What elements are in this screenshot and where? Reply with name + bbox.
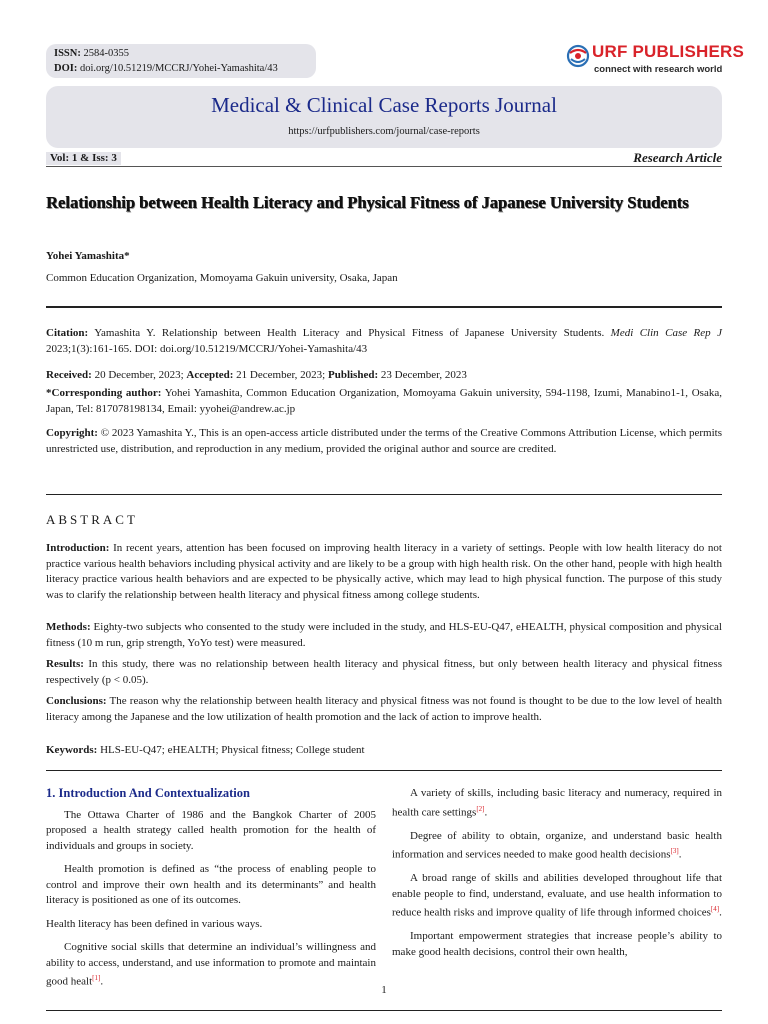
article-title: Relationship between Health Literacy and Physical Fitness of Japanese University Students bbox=[46, 193, 689, 212]
paragraph: The Ottawa Charter of 1986 and the Bangkok Charter of 2005 proposed a health strategy called health promotion for the health of individuals and groups in society. bbox=[46, 808, 376, 852]
corresponding-author: *Corresponding author: Yohei Yamashita, Common Education Organization, Momoyama Gakuin university, 594-1198, Izumi, Manabino1-1, Osaka, Japan, Tel: 817078198134, Email: yyohei@andrew.ac.jp bbox=[46, 387, 722, 415]
footer-divider bbox=[46, 1010, 722, 1011]
author-affiliation: Common Education Organization, Momoyama Gakuin university, Osaka, Japan bbox=[46, 272, 398, 284]
paragraph: Cognitive social skills that determine an individual’s willingness and ability to access, understand, and use information to promote and maintain good healt[1]. bbox=[46, 941, 376, 988]
keywords: Keywords: HLS-EU-Q47; eHEALTH; Physical fitness; College student bbox=[46, 744, 365, 756]
journal-url-link[interactable]: https://urfpublishers.com/journal/case-reports bbox=[288, 126, 480, 137]
paragraph: Health literacy has been defined in various ways. bbox=[46, 917, 263, 930]
doi-link[interactable]: doi.org/10.51219/MCCRJ/Yohei-Yamashita/43 bbox=[77, 63, 278, 74]
paragraph: A broad range of skills and abilities developed throughout life that enable people to find, understand, evaluate, and use health information to reduce health risks and improve quality of life through informed choices[4]. bbox=[392, 872, 722, 919]
paragraph: Important empowerment strategies that increase people’s ability to make good health decisions, control their own health, bbox=[392, 930, 722, 958]
publisher-name: URF PUBLISHERS bbox=[592, 42, 745, 61]
abstract-results: Results: In this study, there was no relationship between health literacy and physical fitness, but only between health literacy and physical fitness respectively (p < 0.05). bbox=[46, 658, 722, 686]
reference-link[interactable]: [3] bbox=[670, 847, 679, 856]
journal-banner bbox=[46, 86, 722, 148]
abstract-heading: ABSTRACT bbox=[46, 512, 138, 527]
page-number: 1 bbox=[381, 984, 387, 996]
section-heading: 1. Introduction And Contextualization bbox=[46, 786, 250, 800]
divider bbox=[46, 770, 722, 771]
globe-logo-icon bbox=[566, 44, 590, 68]
author-name: Yohei Yamashita* bbox=[46, 250, 130, 262]
body-column-left bbox=[46, 786, 376, 998]
paragraph: A variety of skills, including basic literacy and numeracy, required in health care settings[2]. bbox=[392, 787, 722, 819]
divider bbox=[46, 494, 722, 495]
dates: Received: 20 December, 2023; Accepted: 21 December, 2023; Published: 23 December, 2023 bbox=[46, 369, 467, 381]
article-type: Research Article bbox=[633, 150, 722, 165]
citation: Citation: Yamashita Y. Relationship between Health Literacy and Physical Fitness of Japanese University Students. Medi Clin Case Rep J 2023;1(3):161-165. DOI: doi.org/10.51219/MCCRJ/Yohei-Yamashita/43 bbox=[46, 327, 722, 355]
abstract-methods: Methods: Eighty-two subjects who consented to the study were included in the study, and HLS-EU-Q47, eHEALTH, physical composition and physical fitness (10 m run, grip strength, YoYo test) were measured. bbox=[46, 621, 722, 649]
reference-link[interactable]: [1] bbox=[92, 974, 101, 982]
journal-title: Medical & Clinical Case Reports Journal bbox=[211, 93, 557, 117]
abstract-introduction: Introduction: In recent years, attention has been focused on improving health literacy in a variety of settings. People with low health literacy do not practice various health behaviors including physical activity and are likely to be a group with high health risk. On the other hand, people with high health literacy practice various health behaviors and are expected to be physically active, which may lead to high physical function. The purpose of this study was to clarify the relationship between health literacy and physical fitness among college students. bbox=[46, 542, 722, 601]
doi-line: DOI: doi.org/10.51219/MCCRJ/Yohei-Yamashita/43 bbox=[54, 63, 278, 74]
paragraph: Degree of ability to obtain, organize, and understand basic health information and services needed to make good health decisions[3]. bbox=[392, 829, 722, 861]
divider bbox=[46, 306, 722, 308]
issn-doi-box bbox=[46, 44, 316, 78]
publisher-logo[interactable] bbox=[566, 42, 745, 78]
divider bbox=[46, 166, 722, 167]
reference-link[interactable]: [4] bbox=[710, 905, 720, 914]
publisher-tagline: connect with research world bbox=[594, 64, 723, 75]
issn-line: ISSN: 2584-0355 bbox=[54, 48, 129, 59]
copyright: Copyright: © 2023 Yamashita Y., This is an open-access article distributed under the terms of the Creative Commons Attribution License, which permits unrestricted use, distribution, and reproduction in any medium, provided the original author and source are credited. bbox=[46, 427, 722, 455]
reference-link[interactable]: [2] bbox=[476, 804, 485, 813]
volume-issue: Vol: 1 & Iss: 3 bbox=[46, 152, 121, 165]
body-column-right bbox=[392, 786, 722, 968]
paragraph: Health promotion is defined as “the process of enabling people to control and improve their own health and its determinants” and health literacy is positioned as one of its outcomes. bbox=[46, 863, 376, 906]
abstract-conclusions: Conclusions: The reason why the relationship between health literacy and physical fitness was not found is thought to be due to the low level of health literacy among the Japanese and the low utilization of health promotion and the lack of action to improve health. bbox=[46, 695, 722, 723]
